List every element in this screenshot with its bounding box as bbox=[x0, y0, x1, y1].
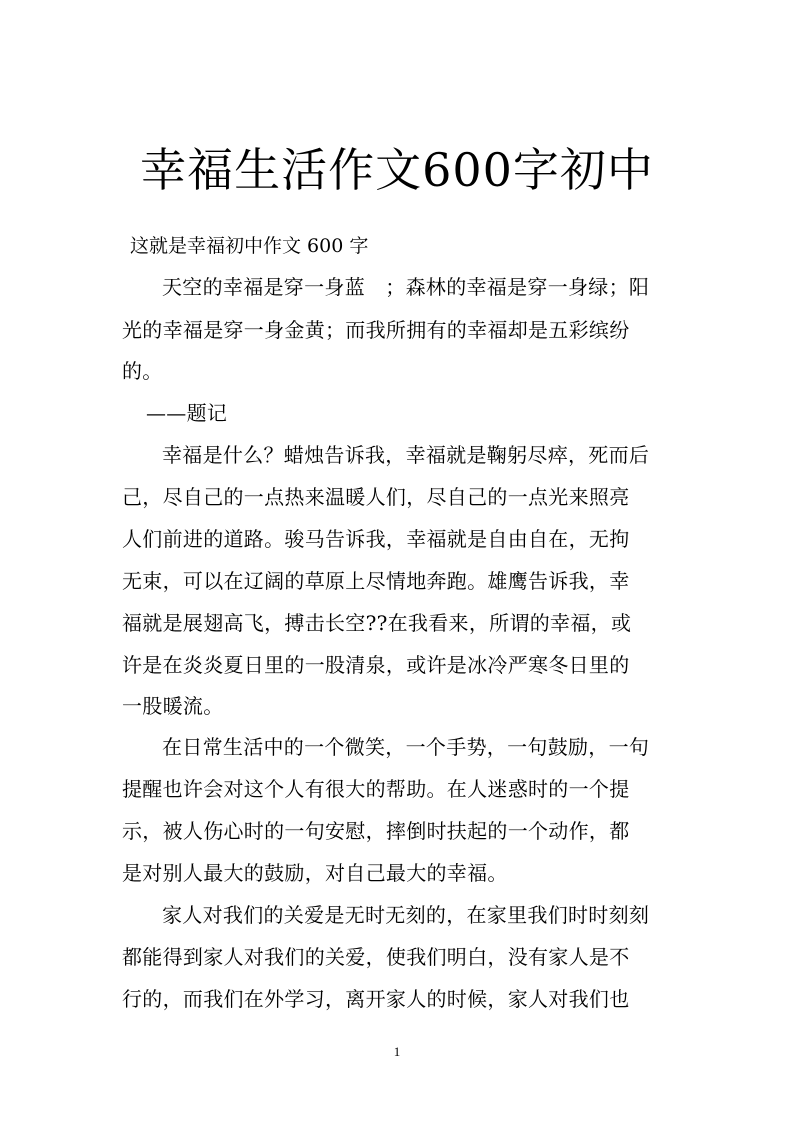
text-line: 一股暖流。 bbox=[122, 694, 224, 718]
page-number: 1 bbox=[393, 1044, 401, 1059]
document-subtitle: 这就是幸福初中作文 600 字 bbox=[130, 235, 369, 257]
text-line: 人们前进的道路。骏马告诉我，幸福就是自由自在，无拘 bbox=[122, 527, 630, 551]
text-line: 的。 bbox=[122, 359, 163, 383]
text-line: 无束，可以在辽阔的草原上尽情地奔跑。雄鹰告诉我，幸 bbox=[122, 569, 630, 593]
text-line: 是对别人最大的鼓励，对自己最大的幸福。 bbox=[122, 861, 508, 885]
text-line: 福就是展翅高飞，搏击长空??在我看来，所谓的幸福，或 bbox=[122, 611, 632, 635]
text-line: 都能得到家人对我们的关爱，使我们明白，没有家人是不 bbox=[122, 945, 630, 969]
text-line: ——题记 bbox=[146, 401, 228, 425]
text-line: 行的，而我们在外学习，离开家人的时候，家人对我们也 bbox=[122, 987, 630, 1011]
text-line: 光的幸福是穿一身金黄；而我所拥有的幸福却是五彩缤纷 bbox=[122, 318, 630, 342]
text-line: 在日常生活中的一个微笑，一个手势，一句鼓励，一句 bbox=[162, 735, 650, 759]
text-line: 示，被人伤心时的一句安慰，摔倒时扶起的一个动作，都 bbox=[122, 819, 630, 843]
text-line: 己，尽自己的一点热来温暖人们，尽自己的一点光来照亮 bbox=[122, 485, 630, 509]
text-line: 天空的幸福是穿一身蓝 ；森林的幸福是穿一身绿；阳 bbox=[162, 275, 650, 299]
text-line: 许是在炎炎夏日里的一股清泉，或许是冰冷严寒冬日里的 bbox=[122, 653, 630, 677]
document-title: 幸福生活作文600字初中 bbox=[140, 143, 654, 197]
text-line: 提醒也许会对这个人有很大的帮助。在人迷惑时的一个提 bbox=[122, 777, 630, 801]
text-line: 幸福是什么？蜡烛告诉我，幸福就是鞠躬尽瘁，死而后 bbox=[162, 443, 650, 467]
text-line: 家人对我们的关爱是无时无刻的，在家里我们时时刻刻 bbox=[162, 903, 650, 927]
